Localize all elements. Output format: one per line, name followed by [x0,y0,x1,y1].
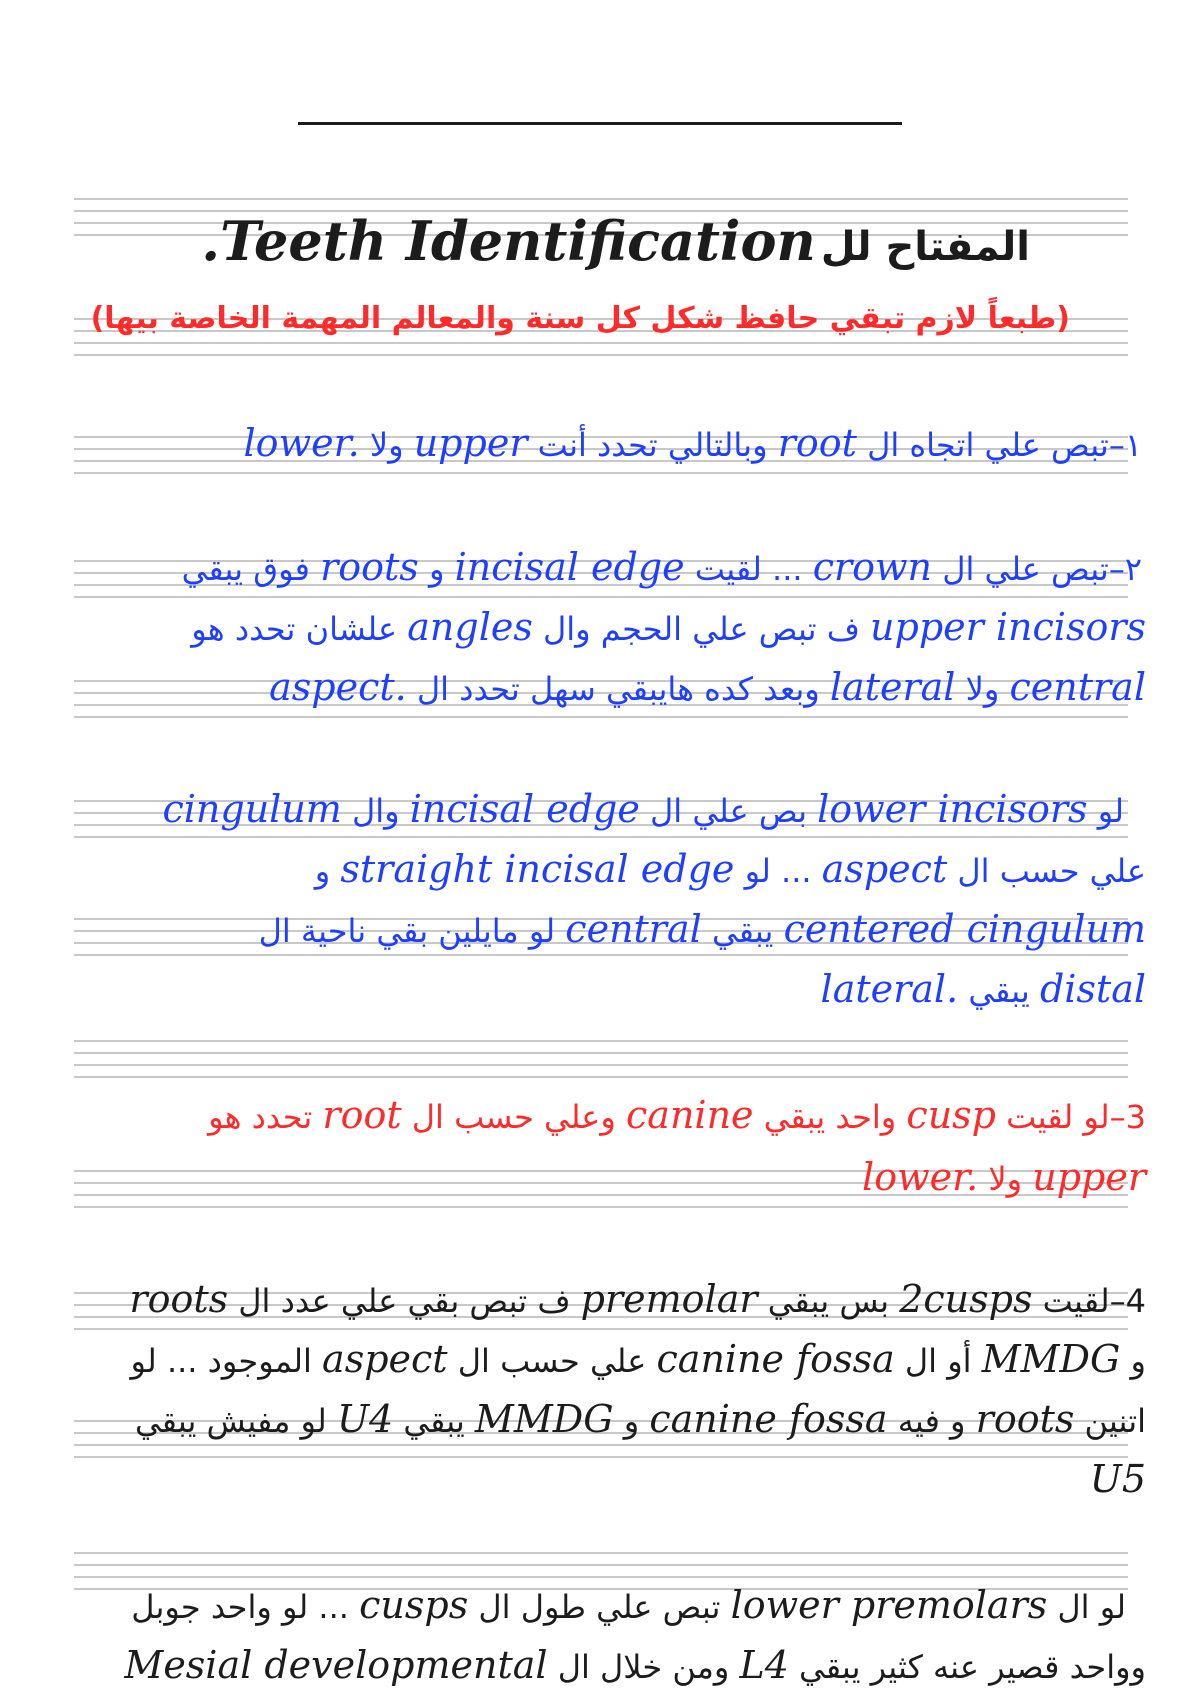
text-arabic: و [314,852,341,890]
step-4-line-3 [134,1397,1146,1441]
ruled-line [74,1456,1128,1458]
text-arabic: وبعد كده هايبقي سهل تحدد ال [406,670,830,708]
term-english: aspect [322,1337,448,1381]
term-english: 2cusps [899,1277,1033,1321]
step-5-line-1 [131,1583,1126,1627]
ruled-line [74,1076,1128,1078]
step-4-line-1 [129,1277,1146,1321]
text-arabic: فوق يبقي [181,550,321,588]
term-english: roots [975,1397,1075,1441]
term-english: cusps [359,1583,469,1627]
term-english: canine [626,1093,754,1137]
term-english: L4 [739,1643,789,1687]
text-arabic: يبقي [701,912,784,950]
term-english: canine fossa [649,1397,888,1441]
text-arabic: و [418,550,455,588]
text-arabic: ولا [359,426,414,464]
term-english: cingulum [162,787,342,831]
text-arabic: ف تبص بقي علي عدد ال [228,1282,581,1320]
text-arabic: اتنين [1074,1402,1146,1440]
term-english: MMDG [474,1397,614,1441]
ruled-line [74,198,1128,200]
text-arabic: لو مفيش يبقي [134,1402,337,1440]
term-english: upper [413,421,528,465]
term-english: angles [407,605,533,649]
term-english: U5 [1089,1457,1146,1501]
text-arabic: ١–تبص علي اتجاه ال [856,426,1142,464]
ruled-line [74,342,1128,344]
text-arabic: تبص علي طول ال [468,1588,731,1626]
text-arabic: 3–لو لقيت [996,1098,1146,1136]
term-english: incisal edge [454,545,685,589]
text-arabic: بس يبقي [757,1282,900,1320]
text-arabic: وال [341,792,410,830]
term-english: lower incisors [817,787,1088,831]
ruled-line [74,1064,1128,1066]
term-english: incisal edge [409,787,640,831]
step-2-line-2 [191,605,1146,649]
term-english: central [1009,665,1146,709]
term-english: lower. [862,1155,979,1199]
term-english: lateral [829,665,956,709]
text-arabic: ولا [978,1160,1033,1198]
title-english: Teeth Identification [220,209,816,273]
term-english: upper [1032,1155,1146,1199]
ruled-line [74,472,1128,474]
top-rule [298,122,902,125]
text-arabic: بص علي ال [639,792,818,830]
term-english: straight incisal edge [340,847,735,891]
term-english: root [777,421,857,465]
step-5-line-2 [124,1643,1146,1687]
text-arabic: وواحد قصير عنه كثير يبقي [788,1648,1146,1686]
ruled-line [74,1206,1128,1208]
text-arabic: ٢–تبص علي ال [932,550,1142,588]
step-4-line-2 [130,1337,1147,1381]
term-english: U4 [336,1397,394,1441]
text-arabic: ... لو [734,852,822,890]
term-english: MMDG [981,1337,1121,1381]
text-arabic: ولا [955,670,1010,708]
term-english: upper incisors [870,605,1146,649]
term-english: centered cingulum [783,907,1146,951]
term-english: distal [1039,967,1146,1011]
ruled-line [74,354,1128,356]
text-arabic: يبقي [958,972,1040,1010]
lower-incisors-line-4 [820,967,1146,1011]
ruled-line [74,596,1128,598]
ruled-line [74,716,1128,718]
step-2-line-1 [181,545,1142,589]
note-red: (طبعاً لازم تبقي حافظ شكل كل سنة والمعالم المهمة الخاصة بيها) [90,301,1070,336]
ruled-line [74,1052,1128,1054]
text-arabic: وعلي حسب ال [401,1098,627,1136]
title-period: . [201,209,221,273]
term-english: root [322,1093,402,1137]
text-arabic: و [1120,1342,1146,1380]
text-arabic: علي حسب ال [447,1342,657,1380]
term-english: roots [129,1277,229,1321]
text-arabic: ... لقيت [684,550,813,588]
lower-incisors-line-3 [258,907,1146,951]
term-english: aspect [821,847,948,891]
text-arabic: 4–لقيت [1032,1282,1146,1320]
lower-incisors-line-1 [162,787,1124,831]
term-english: aspect. [269,665,407,709]
ruled-line [74,836,1128,838]
term-english: roots [320,545,419,589]
term-english: lower premolars [730,1583,1048,1627]
text-arabic: علشان تحدد هو [191,610,408,648]
text-arabic: واحد يبقي [753,1098,907,1136]
term-english: canine fossa [656,1337,895,1381]
lower-incisors-line-2 [314,847,1146,891]
step-1-line-1 [243,421,1142,465]
term-english: lateral. [820,967,959,1011]
text-arabic: و فيه [887,1402,976,1440]
text-arabic: وبالتالي تحدد أنت [527,426,778,464]
step-3-line-1 [208,1093,1146,1137]
text-arabic: و [613,1402,650,1440]
step-2-line-3 [269,665,1146,709]
text-arabic: ومن خلال ال [547,1648,740,1686]
text-arabic: ... لو واحد جوبل [131,1588,360,1626]
text-arabic: لو [1087,792,1124,830]
text-arabic: تحدد هو [208,1098,323,1136]
page-title [201,209,1030,273]
text-arabic: الموجود ... لو [130,1342,323,1380]
text-arabic: ف تبص علي الحجم وال [532,610,871,648]
ruled-line [74,1552,1128,1554]
text-arabic: يبقي [393,1402,475,1440]
term-english: Mesial developmental [124,1643,548,1687]
text-arabic: لو ال [1047,1588,1126,1626]
term-english: central [565,907,702,951]
ruled-line [74,1576,1128,1578]
ruled-line [74,954,1128,956]
text-arabic: علي حسب ال [947,852,1146,890]
text-arabic: لو مايلين بقي ناحية ال [258,912,566,950]
term-english: lower. [243,421,360,465]
ruled-line [74,1040,1128,1042]
title-arabic: المفتاح لل [820,224,1030,270]
ruled-line [74,1328,1128,1330]
term-english: cusp [906,1093,996,1137]
step-3-line-2 [862,1155,1146,1199]
ruled-line [74,1564,1128,1566]
term-english: crown [812,545,933,589]
step-4-line-4 [1089,1457,1146,1501]
term-english: premolar [580,1277,758,1321]
text-arabic: أو ال [894,1342,982,1380]
ruled-line [74,1444,1128,1446]
